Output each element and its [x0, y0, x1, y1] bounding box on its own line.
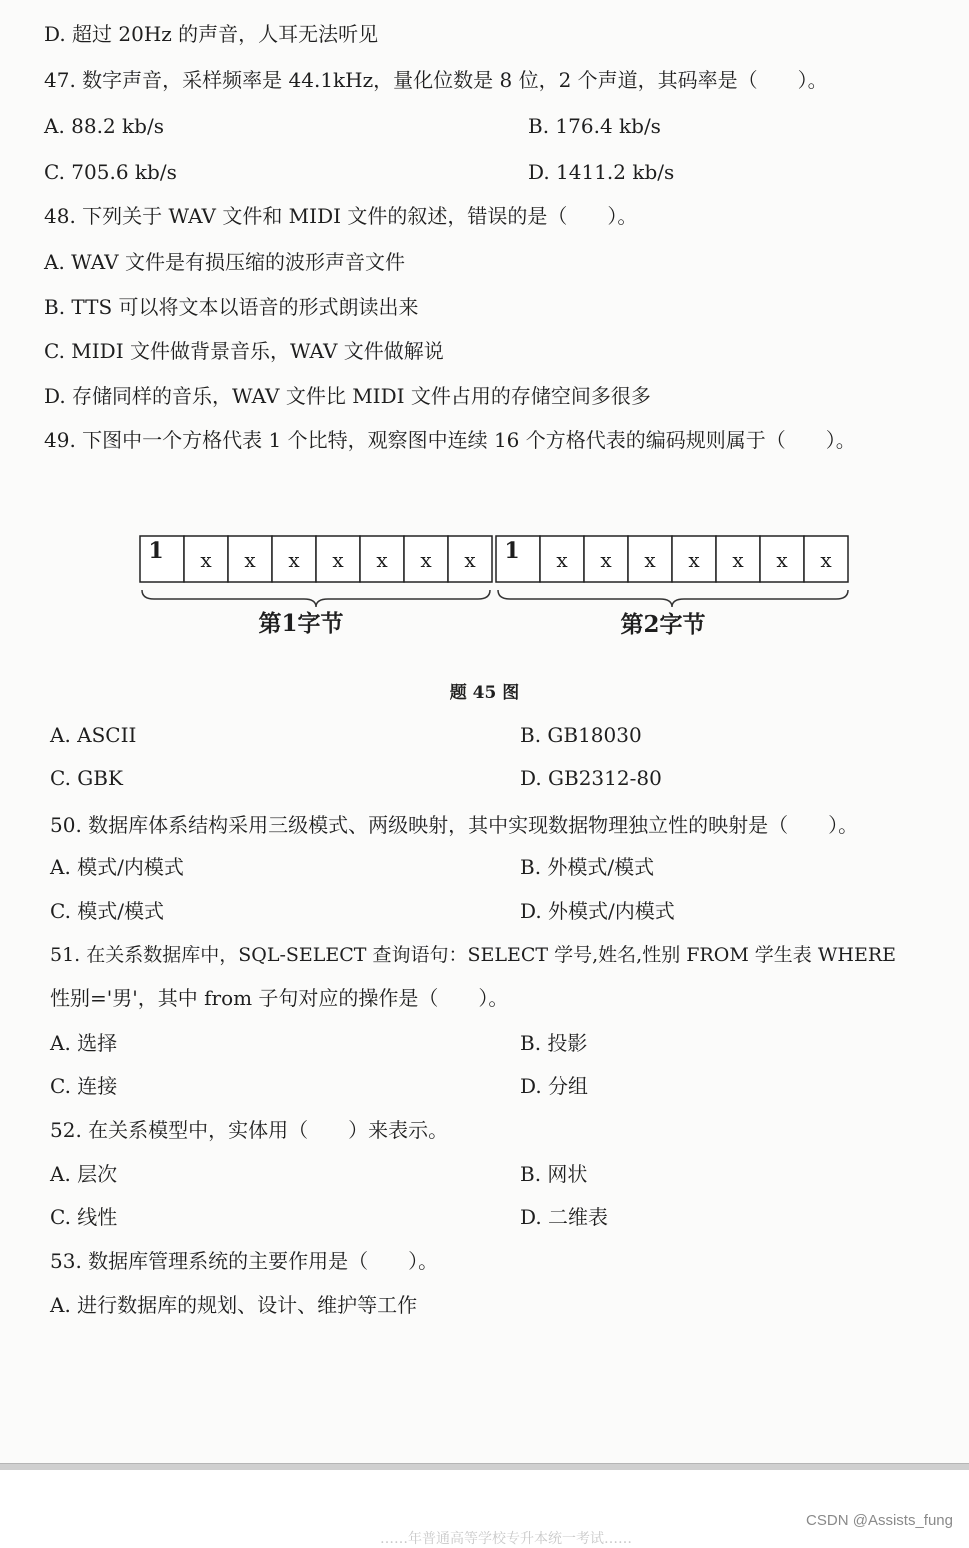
q50-option-a: A. 模式/内模式: [50, 855, 184, 879]
q51-stem-line2: 性别='男'，其中 from 子句对应的操作是（ ）。: [50, 986, 509, 1010]
byte1-label: 第1字节: [258, 610, 344, 637]
q49-option-d: D. GB2312-80: [520, 766, 662, 790]
q47-option-a: A. 88.2 kb/s: [44, 114, 164, 138]
bit-cell-value: x: [376, 548, 388, 572]
figure-caption: 题 45 图: [449, 683, 520, 703]
q48-option-b: B. TTS 可以将文本以语音的形式朗读出来: [44, 295, 419, 319]
bit-cell-value: x: [644, 548, 656, 572]
q53-option-a: A. 进行数据库的规划、设计、维护等工作: [50, 1293, 418, 1317]
q51-stem-line1: 51. 在关系数据库中，SQL-SELECT 查询语句：SELECT 学号,姓名,性别 FROM 学生表 WHERE: [50, 944, 896, 966]
q48-stem: 48. 下列关于 WAV 文件和 MIDI 文件的叙述，错误的是（ ）。: [44, 204, 638, 228]
q48-option-a: A. WAV 文件是有损压缩的波形声音文件: [44, 250, 405, 274]
bit-cell-value: x: [820, 548, 832, 572]
q49-option-a: A. ASCII: [50, 723, 137, 747]
bit-cell-value: x: [332, 548, 344, 572]
next-page-header-faint: ……年普通高等学校专升本统一考试……: [380, 1531, 632, 1547]
bit-cell-value: x: [600, 548, 612, 572]
byte2-label: 第2字节: [620, 611, 706, 638]
bit-cell-value: x: [244, 548, 256, 572]
q47-option-b: B. 176.4 kb/s: [528, 114, 661, 138]
q49-option-c: C. GBK: [50, 766, 123, 790]
q50-option-c: C. 模式/模式: [50, 899, 165, 923]
q46-option-d: D. 超过 20Hz 的声音，人耳无法听见: [44, 22, 379, 46]
bit-cell-value: 1: [148, 538, 164, 564]
bit-cell-value: x: [732, 548, 744, 572]
byte1-brace: [142, 590, 490, 607]
q52-option-a: A. 层次: [50, 1162, 118, 1186]
q53-stem: 53. 数据库管理系统的主要作用是（ ）。: [50, 1249, 439, 1273]
byte2-brace: [498, 590, 848, 607]
bit-cell-value: x: [776, 548, 788, 572]
q50-option-b: B. 外模式/模式: [520, 855, 655, 879]
q50-stem: 50. 数据库体系结构采用三级模式、两级映射，其中实现数据物理独立性的映射是（ ）。: [50, 813, 859, 837]
bit-cell-value: x: [420, 548, 432, 572]
csdn-watermark: CSDN @Assists_fung: [806, 1512, 953, 1529]
q47-option-c: C. 705.6 kb/s: [44, 160, 177, 184]
bit-encoding-figure: [138, 532, 858, 642]
q47-option-d: D. 1411.2 kb/s: [528, 160, 675, 184]
page-divider: [0, 1463, 969, 1470]
q52-option-d: D. 二维表: [520, 1205, 609, 1229]
q52-stem: 52. 在关系模型中，实体用（ ）来表示。: [50, 1118, 449, 1142]
bit-cell-value: x: [464, 548, 476, 572]
bit-cell-value: x: [200, 548, 212, 572]
q51-option-c: C. 连接: [50, 1074, 118, 1098]
bit-cell-value: 1: [504, 538, 520, 564]
q51-option-b: B. 投影: [520, 1031, 588, 1055]
bit-cell-value: x: [688, 548, 700, 572]
q52-option-c: C. 线性: [50, 1205, 118, 1229]
q52-option-b: B. 网状: [520, 1162, 588, 1186]
q51-option-a: A. 选择: [50, 1031, 118, 1055]
q48-option-c: C. MIDI 文件做背景音乐，WAV 文件做解说: [44, 339, 444, 363]
bit-cell-value: x: [288, 548, 300, 572]
q49-option-b: B. GB18030: [520, 723, 642, 747]
q49-stem: 49. 下图中一个方格代表 1 个比特，观察图中连续 16 个方格代表的编码规则属于（ ）。: [44, 428, 856, 452]
q51-option-d: D. 分组: [520, 1074, 589, 1098]
bit-cell-value: x: [556, 548, 568, 572]
q48-option-d: D. 存储同样的音乐，WAV 文件比 MIDI 文件占用的存储空间多很多: [44, 384, 651, 408]
q47-stem: 47. 数字声音，采样频率是 44.1kHz，量化位数是 8 位，2 个声道，其码率是（ ）。: [44, 68, 828, 92]
q50-option-d: D. 外模式/内模式: [520, 899, 675, 923]
